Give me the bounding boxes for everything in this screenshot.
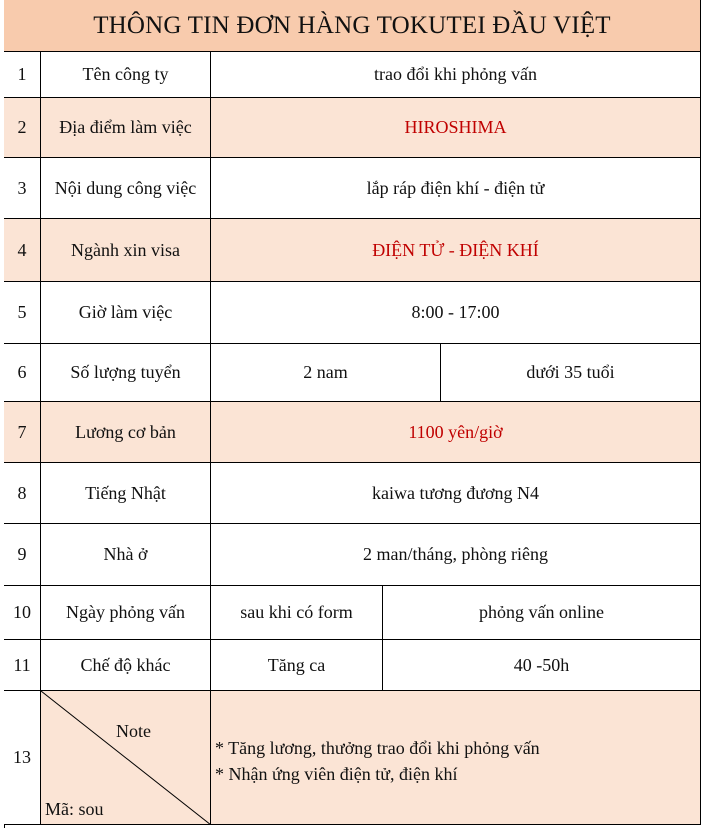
note-line: * Nhận ứng viên điện tử, điện khí: [215, 764, 458, 784]
row-value-location: HIROSHIMA: [211, 98, 701, 158]
note-header-cell: [41, 691, 211, 825]
row-value-japanese: kaiwa tương đương N4: [211, 463, 701, 524]
row-label-work-hours: Giờ làm việc: [41, 282, 211, 344]
row-number: 7: [4, 402, 41, 463]
row-label-housing: Nhà ở: [41, 524, 211, 586]
note-line: * Tăng lương, thưởng trao đổi khi phỏng vấn: [215, 738, 540, 758]
row-value-overtime-label: Tăng ca: [211, 640, 383, 691]
row-label-company: Tên công ty: [41, 52, 211, 98]
row-value-job-content: lắp ráp điện khí - điện tử: [211, 158, 701, 219]
row-number: 4: [4, 219, 41, 282]
row-label-interview-date: Ngày phỏng vấn: [41, 586, 211, 640]
row-number: 6: [4, 344, 41, 402]
row-value-salary: 1100 yên/giờ: [211, 402, 701, 463]
row-value-age: dưới 35 tuổi: [441, 344, 701, 402]
row-value-visa-field: ĐIỆN TỬ - ĐIỆN KHÍ: [211, 219, 701, 282]
code-label: Mã: sou: [45, 799, 104, 819]
row-number: 9: [4, 524, 41, 586]
row-value-work-hours: 8:00 - 17:00: [211, 282, 701, 344]
row-value-interview-date: sau khi có form: [211, 586, 383, 640]
row-value-quantity: 2 nam: [211, 344, 441, 402]
row-number: 11: [4, 640, 41, 691]
row-label-visa-field: Ngành xin visa: [41, 219, 211, 282]
row-number: 10: [4, 586, 41, 640]
row-label-salary: Lương cơ bản: [41, 402, 211, 463]
row-label-japanese: Tiếng Nhật: [41, 463, 211, 524]
row-value-interview-mode: phỏng vấn online: [383, 586, 701, 640]
row-value-company: trao đổi khi phỏng vấn: [211, 52, 701, 98]
row-number: 3: [4, 158, 41, 219]
row-number: 8: [4, 463, 41, 524]
row-value-overtime-hours: 40 -50h: [383, 640, 701, 691]
row-number: 2: [4, 98, 41, 158]
row-value-housing: 2 man/tháng, phòng riêng: [211, 524, 701, 586]
row-label-job-content: Nội dung công việc: [41, 158, 211, 219]
note-content-cell: [211, 691, 701, 825]
row-label-other-benefits: Chế độ khác: [41, 640, 211, 691]
row-number: 1: [4, 52, 41, 98]
sheet-title: THÔNG TIN ĐƠN HÀNG TOKUTEI ĐẦU VIỆT: [4, 0, 701, 52]
row-label-location: Địa điểm làm việc: [41, 98, 211, 158]
row-number: 5: [4, 282, 41, 344]
row-label-quantity: Số lượng tuyển: [41, 344, 211, 402]
note-label: Note: [116, 721, 151, 741]
note-lines: [215, 735, 540, 787]
row-number: 13: [4, 691, 41, 825]
